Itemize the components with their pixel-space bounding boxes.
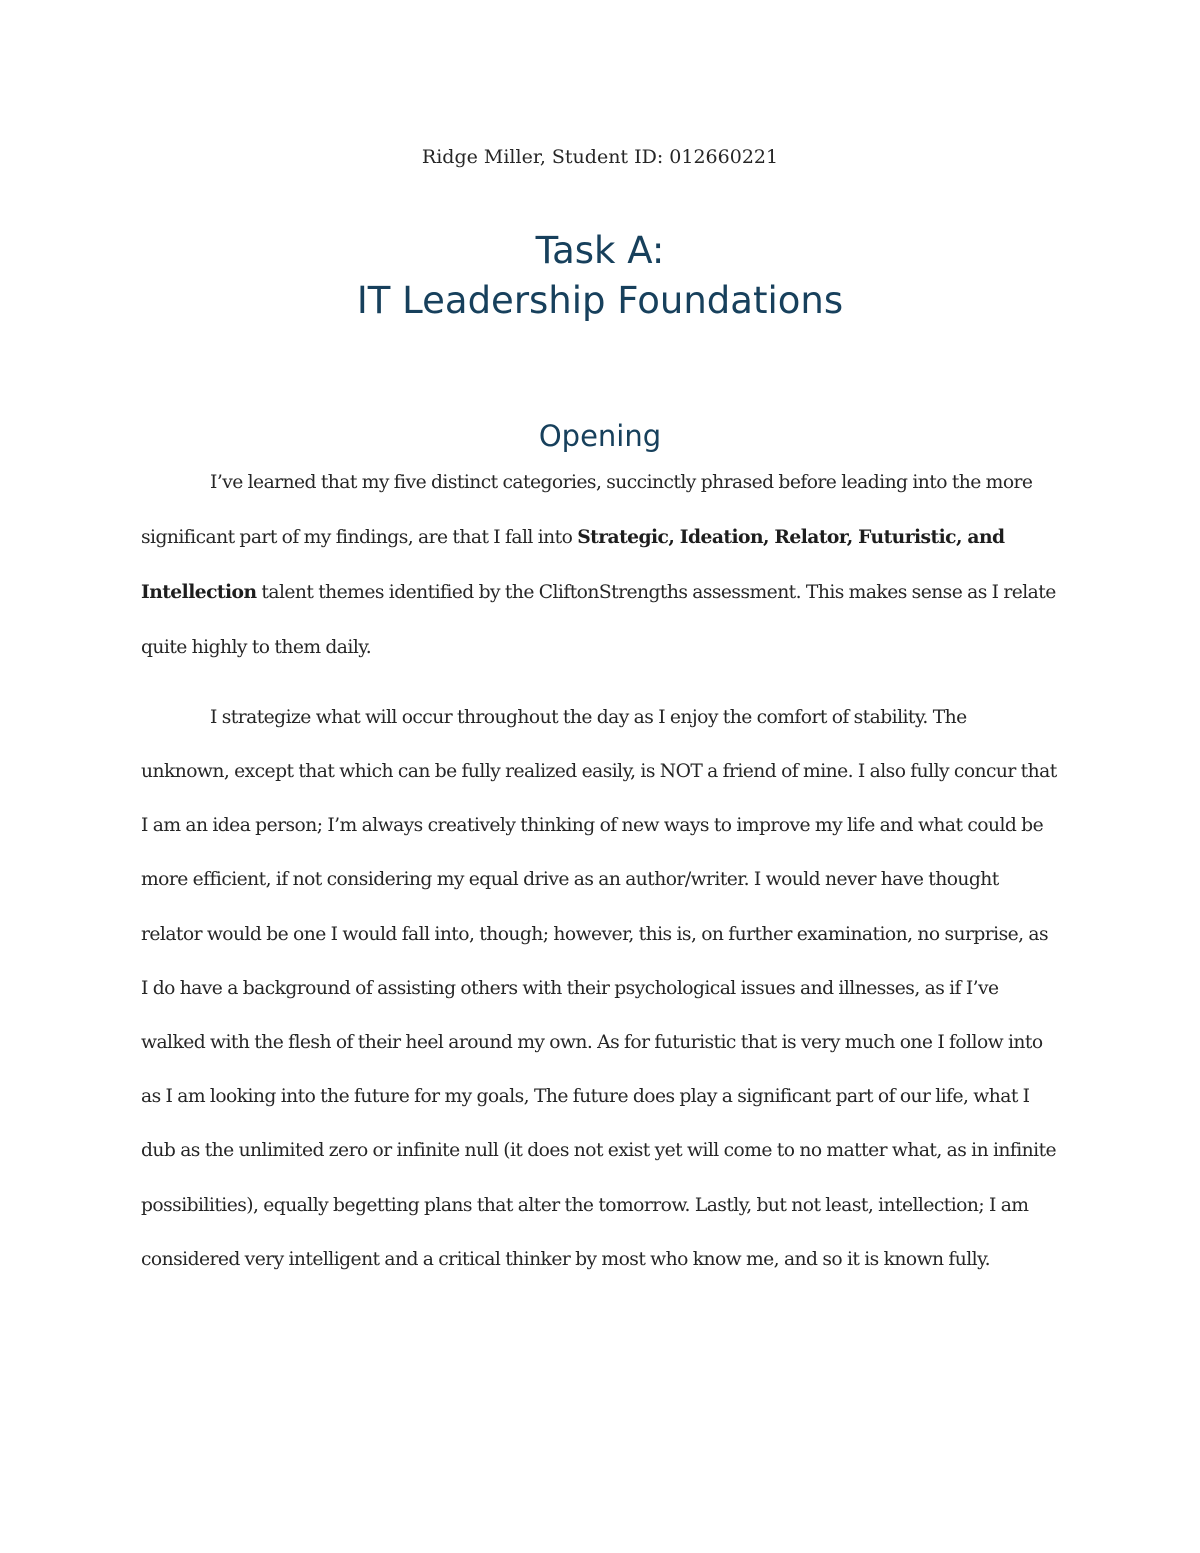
title-line-course: IT Leadership Foundations bbox=[356, 279, 844, 322]
paragraph-bold-themes: Strategic, Ideation, Relator, Futuristic, and Intellection bbox=[141, 526, 1005, 604]
paragraph-strengths-detail: I strategize what will occur throughout the day as I enjoy the comfort of stability. The unknown, except that which can be fully realized easily, is NOT a friend of mine. I also fully concur that I am an idea person; I’m always creatively thinking of new ways to improve my life and what could be more efficient, if not considering my equal drive as an author/writer. I would never have thought relator would be one I would fall into, though; however, this is, on further examination, no surprise, as I do have a background of assisting others with their psychological issues and illnesses, as if I’ve walked with the flesh of their heel around my own. As for futuristic that is very much one I follow into as I am looking into the future for my goals, The future does play a significant part of our life, what I dub as the unlimited zero or infinite null (it does not exist yet will come to no matter what, as in infinite possibilities), equally begetting plans that alter the tomorrow. Lastly, but not least, intellection; I am considered very intelligent and a critical thinker by most who know me, and so it is known fully. bbox=[141, 706, 1057, 1270]
document-content bbox=[141, 140, 1059, 1287]
paragraph-text: talent themes identified by the CliftonStrengths assessment. This makes sense as I relate quite highly to them daily. bbox=[141, 582, 1056, 658]
title-line-task: Task A: bbox=[535, 229, 665, 272]
paragraph-text: I’ve learned that my five distinct categories, succinctly phrased before leading into the more significant part of my findings, are that I fall into bbox=[141, 472, 1033, 549]
author-header: Ridge Miller, Student ID: 012660221 bbox=[421, 146, 779, 168]
document-title bbox=[141, 226, 1059, 326]
section-heading-opening: Opening bbox=[538, 419, 662, 453]
paragraph-strengths-intro bbox=[141, 456, 1059, 675]
